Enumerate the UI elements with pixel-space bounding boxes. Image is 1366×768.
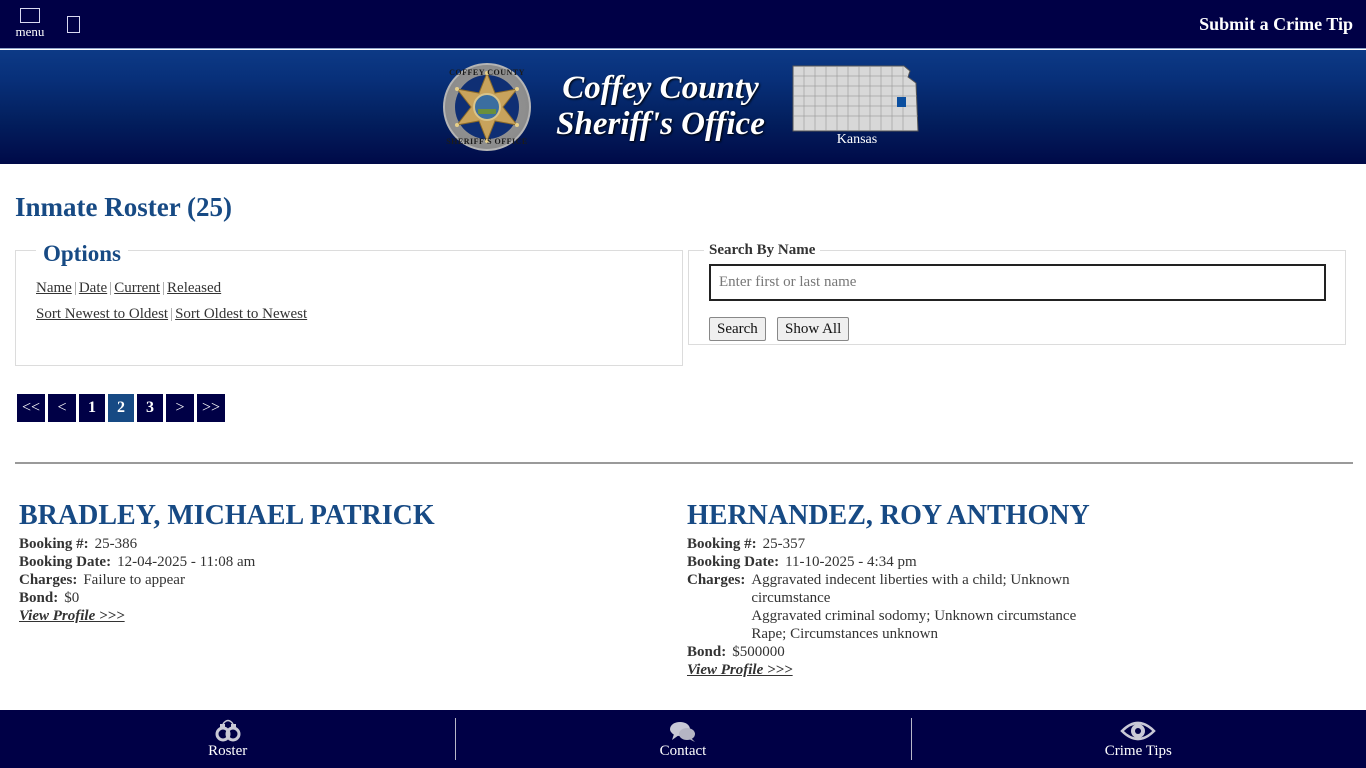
- bond-row: [19, 589, 435, 607]
- pagination: [17, 394, 225, 422]
- badge-text-top: COFFEY COUNTY: [449, 68, 525, 77]
- field-label: Charges:: [687, 572, 746, 588]
- nav-roster[interactable]: [0, 710, 455, 768]
- filter-name-link[interactable]: Name: [36, 280, 72, 296]
- charges-list: [83, 571, 185, 589]
- charges-row: [19, 571, 435, 589]
- field-label: Booking Date:: [687, 554, 780, 570]
- nav-label: Crime Tips: [1104, 743, 1172, 759]
- booking-date: 11-10-2025 - 4:34 pm: [785, 554, 917, 570]
- submit-crime-tip-link[interactable]: Submit a Crime Tip: [1199, 14, 1353, 34]
- charge: Failure to appear: [83, 572, 185, 588]
- booking-date: 12-04-2025 - 11:08 am: [117, 554, 256, 570]
- separator: |: [170, 306, 174, 322]
- nav-label: Contact: [659, 743, 707, 759]
- kansas-map-icon: [792, 65, 924, 133]
- charges-row: [687, 571, 1101, 643]
- site-title-line2: Sheriff's Office: [556, 106, 765, 142]
- bond-row: [687, 643, 1101, 661]
- top-bar: [0, 0, 1366, 49]
- coffey-county-highlight: [897, 97, 906, 107]
- nav-label: Roster: [208, 743, 248, 759]
- nav-contact[interactable]: [455, 710, 910, 768]
- booking-number: 25-386: [94, 536, 138, 552]
- booking-number-row: [19, 535, 435, 553]
- bond-amount: $500000: [732, 644, 785, 660]
- menu-label: menu: [15, 24, 45, 39]
- search-legend: Search By Name: [704, 242, 820, 259]
- page-title: Inmate Roster (25): [15, 192, 232, 222]
- prev-page-button[interactable]: <: [48, 394, 76, 422]
- kansas-label: Kansas: [836, 132, 878, 147]
- inmate-card: [687, 500, 1101, 679]
- field-label: Booking #:: [19, 536, 89, 552]
- chat-bubbles-icon: [669, 719, 697, 743]
- show-all-button[interactable]: Show All: [777, 317, 849, 341]
- last-page-button[interactable]: >>: [197, 394, 225, 422]
- inmate-name[interactable]: BRADLEY, MICHAEL PATRICK: [19, 500, 435, 531]
- booking-number-row: [687, 535, 1101, 553]
- bottom-nav: [0, 710, 1366, 768]
- site-banner: [0, 50, 1366, 164]
- name-search-input[interactable]: [709, 264, 1326, 301]
- phone-icon[interactable]: [67, 16, 80, 33]
- first-page-button[interactable]: <<: [17, 394, 45, 422]
- menu-button[interactable]: [11, 8, 49, 38]
- field-label: Bond:: [19, 590, 59, 606]
- eye-icon: [1120, 719, 1156, 743]
- badge-text-bottom: SHERIFF'S OFFICE: [446, 137, 528, 146]
- filter-date-link[interactable]: Date: [78, 280, 108, 296]
- divider: [15, 462, 1353, 464]
- sheriff-badge-logo: [443, 63, 531, 151]
- charge: Rape; Circumstances unknown: [751, 626, 938, 642]
- sort-oldest-link[interactable]: Sort Oldest to Newest: [175, 306, 308, 322]
- filter-links: [36, 280, 221, 297]
- charge: Aggravated criminal sodomy; Unknown circumstance: [751, 608, 1077, 624]
- view-profile-link[interactable]: View Profile >>>: [687, 662, 793, 678]
- charges-list: [751, 571, 1101, 643]
- next-page-button[interactable]: >: [166, 394, 194, 422]
- options-legend: Options: [36, 241, 128, 267]
- inmate-card: [19, 500, 435, 625]
- page-1-button[interactable]: 1: [79, 394, 105, 422]
- separator: |: [109, 280, 113, 296]
- filter-released-link[interactable]: Released: [167, 280, 222, 296]
- field-label: Booking #:: [687, 536, 757, 552]
- booking-date-row: [19, 553, 435, 571]
- view-profile-link[interactable]: View Profile >>>: [19, 608, 125, 624]
- separator: |: [73, 280, 77, 296]
- sort-links: [36, 306, 307, 323]
- site-title[interactable]: [548, 70, 773, 142]
- filter-current-link[interactable]: Current: [114, 280, 161, 296]
- booking-number: 25-357: [762, 536, 806, 552]
- separator: |: [162, 280, 166, 296]
- bond-amount: $0: [64, 590, 80, 606]
- nav-crime-tips[interactable]: [911, 710, 1366, 768]
- charge: Aggravated indecent liberties with a child; Unknown circumstance: [751, 572, 1070, 606]
- search-button[interactable]: Search: [709, 317, 766, 341]
- options-panel: [15, 241, 683, 366]
- page-3-button[interactable]: 3: [137, 394, 163, 422]
- site-title-line1: Coffey County: [562, 70, 759, 106]
- booking-date-row: [687, 553, 1101, 571]
- field-label: Booking Date:: [19, 554, 112, 570]
- search-panel: [688, 242, 1346, 345]
- handcuffs-icon: [214, 719, 242, 743]
- sort-newest-link[interactable]: Sort Newest to Oldest: [36, 306, 169, 322]
- page-2-button[interactable]: 2: [108, 394, 134, 422]
- menu-icon: [20, 8, 40, 23]
- inmate-name[interactable]: HERNANDEZ, ROY ANTHONY: [687, 500, 1090, 531]
- field-label: Charges:: [19, 572, 78, 588]
- field-label: Bond:: [687, 644, 727, 660]
